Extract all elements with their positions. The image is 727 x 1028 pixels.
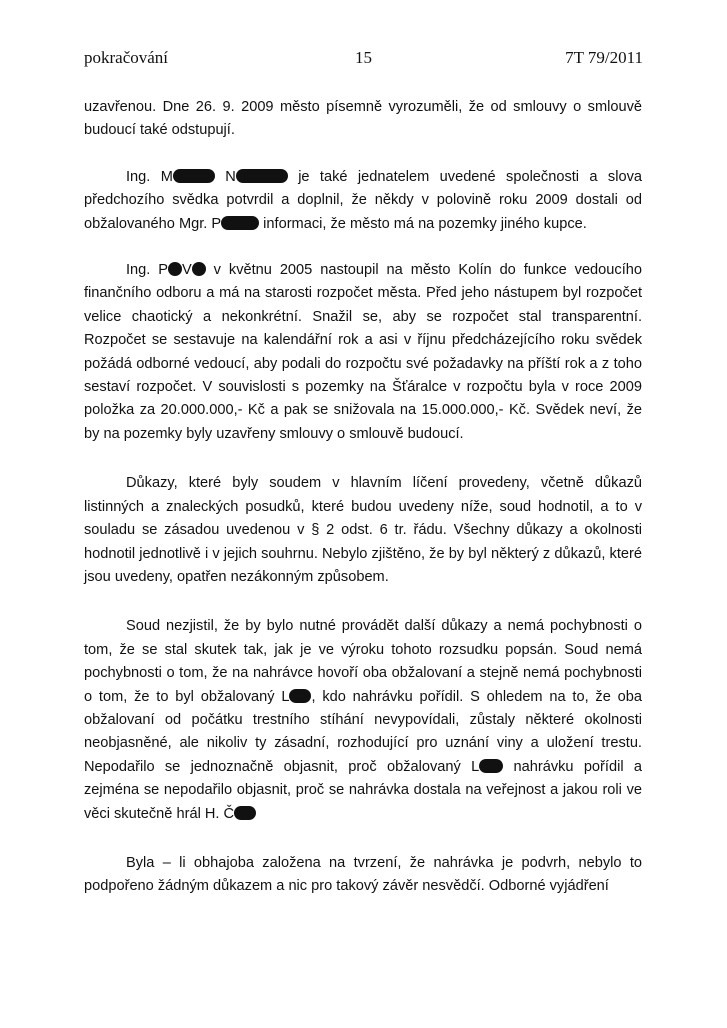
redaction-mark bbox=[236, 169, 288, 183]
paragraph-5 bbox=[84, 615, 642, 826]
paragraph-3 bbox=[84, 259, 642, 446]
page-header bbox=[84, 48, 643, 72]
p2-text-4: informaci, že město má na pozemky jiného kupce. bbox=[259, 215, 587, 232]
redaction-mark bbox=[168, 262, 182, 276]
redaction-mark bbox=[221, 216, 259, 230]
redaction-mark bbox=[479, 759, 503, 773]
p3-text-2: V bbox=[182, 262, 192, 279]
page-number: 15 bbox=[355, 48, 372, 67]
document-body bbox=[84, 96, 642, 899]
redaction-mark bbox=[192, 262, 206, 276]
case-number: 7T 79/2011 bbox=[565, 48, 643, 67]
redaction-mark bbox=[173, 169, 215, 183]
p5-text-1: Soud nezjistil, že by bylo nutné provádět další důkazy a nemá pochybnosti o tom, že se stal skutek tak, jak je ve výroku tohoto rozsudku popsán. Soud nemá pochybnosti o tom, že na nahrávce hovoří oba obžalovaní a stejně nemá pochybnosti o tom, že to byl obžalovaný L bbox=[84, 618, 642, 705]
p2-text-3: je také jednatelem uvedené společnosti a slova předchozího svědka potvrdil a doplnil, že někdy v polovině roku 2009 dostali od obžalovaného Mgr. P bbox=[84, 168, 642, 232]
paragraph-4: Důkazy, které byly soudem v hlavním líčení provedeny, včetně důkazů listinných a znaleckých posudků, které budou uvedeny níže, soud hodnotil, a to v souladu se zásadou uvedenou v § 2 odst. 6 tr. řádu. Všechny důkazy a okolnosti hodnotil jednotlivě i v jejich souhrnu. Nebylo zjištěno, že by byl některý z důkazů, které jsou uvedeny, opatřen nezákonným způsobem. bbox=[84, 475, 642, 585]
paragraph-6: Byla – li obhajoba založena na tvrzení, že nahrávka je podvrh, nebylo to podpořeno žádným důkazem a nic pro takový závěr nesvědčí. Odborné vyjádření bbox=[84, 854, 642, 895]
p3-text-1: Ing. P bbox=[126, 262, 169, 279]
p5-text-3: nahrávku pořídil a zejména se nepodařilo objasnit, proč se nahrávka dostala na veřejnost a jakou roli ve věci skutečně hrál H. Č bbox=[84, 758, 642, 822]
redaction-mark bbox=[234, 806, 256, 820]
redaction-mark bbox=[289, 689, 311, 703]
p2-text-2: N bbox=[214, 168, 236, 185]
header-continuation: pokračování bbox=[84, 48, 169, 67]
paragraph-1: uzavřenou. Dne 26. 9. 2009 město písemně vyrozuměli, že od smlouvy o smlouvě budoucí také odstupují. bbox=[84, 99, 642, 139]
p3-text-3: v květnu 2005 nastoupil na město Kolín do funkce vedoucího finančního odboru a má na starosti rozpočet města. Před jeho nástupem byl rozpočet velice chaotický a nekonkrétní. Snažil se, aby se rozpočet stal transparentní. Rozpočet se sestavuje na kalendářní rok a asi v říjnu předcházejícího roku svědek požádá odborné vedoucí, aby podali do rozpočtu své požadavky na příští rok a z toho sestaví rozpočet. V souvislosti s pozemky na Šťáralce v rozpočtu byla v roce 2009 položka za 20.000.000,- Kč a pak se snižovala na 15.000.000,- Kč. Svědek neví, že by na pozemky byly uzavřeny smlouvy o smlouvě budoucí. bbox=[84, 262, 642, 442]
paragraph-2 bbox=[84, 166, 642, 236]
p2-text-1: Ing. M bbox=[126, 168, 173, 185]
p5-text-2: , kdo nahrávku pořídil. S ohledem na to, že oba obžalovaní od počátku trestního stíhání nevypovídali, zůstaly některé okolnosti neobjasněné, ale nikoliv ty zásadní, rozhodující pro uznání viny a uložení trestu. Nepodařilo se jednoznačně objasnit, proč obžalovaný L bbox=[84, 688, 642, 775]
